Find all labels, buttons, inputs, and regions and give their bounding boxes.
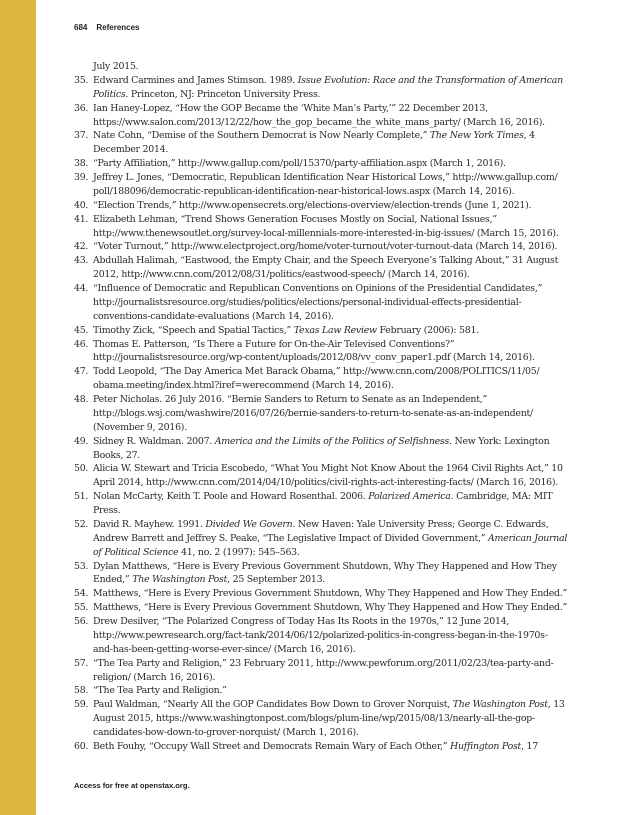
reference-text: Ended,”	[93, 574, 133, 586]
italic-title: America and the Limits of the Politics of Selfishness	[214, 435, 450, 447]
reference-item	[74, 601, 568, 615]
reference-line	[93, 338, 564, 352]
reference-text: “Party Affiliation,” http://www.gallup.com/poll/15370/party-affiliation.aspx (March 1, 2016).	[93, 158, 506, 170]
reference-line	[93, 88, 564, 102]
reference-line	[93, 518, 564, 532]
italic-title: Issue Evolution: Race and the Transformation of American	[297, 74, 563, 86]
reference-continuation	[74, 60, 564, 74]
reference-text: Alicia W. Stewart and Tricia Escobedo, “What You Might Not Know About the 1964 Civil Rights Act,” 10	[93, 463, 563, 475]
reference-line	[93, 449, 564, 463]
reference-text: http://www.pewresearch.org/fact-tank/2014/06/12/polarized-politics-in-congress-began-in-the-1970s-	[93, 629, 548, 641]
reference-line	[93, 657, 564, 671]
reference-item	[74, 657, 564, 685]
reference-line	[93, 213, 564, 227]
reference-number: 58.	[74, 685, 89, 697]
reference-line	[93, 324, 564, 338]
reference-item	[74, 171, 564, 199]
reference-text: “The Tea Party and Religion,” 23 February 2011, http://www.pewforum.org/2011/02/23/tea-party-and-	[93, 657, 554, 669]
reference-text: Books, 27.	[93, 449, 141, 461]
reference-line	[93, 227, 564, 241]
reference-line	[93, 199, 564, 213]
reference-text: Abdullah Halimah, “Eastwood, the Empty Chair, and the Speech Everyone’s Talking About,” 31 August	[93, 255, 559, 267]
reference-number: 38.	[74, 158, 89, 170]
reference-line	[93, 476, 564, 490]
reference-number: 52.	[74, 518, 89, 530]
reference-number: 47.	[74, 366, 89, 378]
reference-text: 41, no. 2 (1997): 545–563.	[178, 546, 300, 558]
reference-number: 55.	[74, 602, 89, 614]
reference-item	[74, 240, 564, 254]
reference-number: 59.	[74, 699, 89, 711]
reference-number: 48.	[74, 394, 89, 405]
reference-text: Ian Haney-Lopez, “How the GOP Became the ‘White Man’s Party,’” 22 December 2013,	[93, 102, 488, 114]
reference-line	[93, 310, 564, 324]
italic-title: Politics	[93, 88, 126, 100]
reference-text: “Voter Turnout,” http://www.electproject.org/home/voter-turnout/voter-turnout-data (March 14, 2016).	[93, 241, 558, 253]
reference-item	[74, 157, 564, 171]
reference-line	[93, 684, 564, 698]
reference-line	[93, 407, 564, 421]
reference-item	[74, 393, 564, 435]
reference-line	[93, 129, 564, 143]
reference-line	[93, 254, 564, 268]
reference-text: https://www.salon.com/2013/12/22/how_the_gop_became_the_white_mans_party/ (March 16, 2016).	[93, 116, 545, 128]
reference-line	[93, 560, 564, 574]
reference-text: Matthews, “Here is Every Previous Government Shutdown, Why They Happened and How They Ended.”	[93, 602, 568, 614]
reference-line	[93, 504, 564, 518]
reference-text: Dylan Matthews, “Here is Every Previous Government Shutdown, Why They Happened and How They	[93, 560, 557, 572]
reference-line	[93, 671, 564, 685]
reference-item	[74, 213, 564, 241]
reference-item	[74, 698, 564, 740]
reference-text: obama.meeting/index.html?iref=werecommend (March 14, 2016).	[93, 380, 394, 392]
reference-text: December 2014.	[93, 144, 169, 156]
reference-line	[93, 532, 568, 546]
reference-text: religion/ (March 16, 2016).	[93, 671, 216, 683]
reference-text: http://journalistsresource.org/studies/politics/elections/personal-individual-effects-presidential-	[93, 296, 522, 308]
reference-item	[74, 490, 564, 518]
reference-number: 49.	[74, 435, 89, 447]
reference-text: Thomas E. Patterson, “Is There a Future for On-the-Air Televised Conventions?”	[93, 338, 455, 350]
reference-line	[93, 712, 564, 726]
italic-title: The Washington Post	[452, 699, 548, 711]
reference-line	[93, 102, 564, 116]
reference-item	[74, 740, 564, 754]
reference-item	[74, 462, 564, 490]
reference-number: 56.	[74, 616, 89, 627]
reference-item	[74, 518, 568, 560]
italic-title: The Washington Post	[132, 574, 228, 586]
reference-number: 54.	[74, 588, 89, 600]
reference-number: 36.	[74, 102, 89, 114]
reference-text: (November 9, 2016).	[93, 421, 187, 433]
italic-title: Polarized America	[368, 491, 451, 503]
reference-line	[93, 435, 564, 449]
italic-title: of Political Science	[93, 546, 179, 558]
reference-text: . New York: Lexington	[449, 435, 550, 447]
reference-line	[93, 740, 564, 754]
reference-text: April 2014, http://www.cnn.com/2014/04/10/politics/civil-rights-act-interesting-facts/ (March 16, 2016).	[93, 477, 559, 489]
italic-title: The New York Times	[429, 130, 524, 142]
reference-item	[74, 102, 564, 130]
reference-line: July 2015.	[93, 61, 139, 72]
reference-text: . Princeton, NJ: Princeton University Press.	[125, 88, 321, 100]
reference-number: 41.	[74, 213, 89, 225]
reference-text: Edward Carmines and James Stimson. 1989.	[93, 74, 298, 86]
reference-text: Nate Cohn, “Demise of the Southern Democrat is Now Nearly Complete,”	[93, 130, 430, 142]
reference-text: , 17	[521, 740, 538, 752]
reference-line	[93, 351, 564, 365]
reference-line	[93, 726, 564, 740]
reference-number: 42.	[74, 241, 89, 253]
reference-text: and-has-been-getting-worse-ever-since/ (March 16, 2016).	[93, 643, 356, 655]
reference-line	[93, 143, 564, 157]
reference-item	[74, 560, 564, 588]
reference-number: 57.	[74, 657, 89, 669]
side-accent-bar	[0, 0, 36, 815]
reference-text: “The Tea Party and Religion.”	[93, 685, 227, 697]
italic-title: Huffington Post	[450, 740, 522, 752]
reference-line	[93, 546, 564, 560]
reference-item	[74, 615, 564, 657]
reference-text: http://journalistsresource.org/wp-content/uploads/2012/08/vv_conv_paper1.pdf (March 14, 2016).	[93, 352, 535, 364]
reference-text: poll/188096/democratic-republican-identification-near-historical-lows.aspx (March 14, 2016).	[93, 185, 515, 197]
reference-text: . Cambridge, MA: MIT	[450, 491, 553, 503]
reference-number: 53.	[74, 560, 89, 572]
reference-line	[93, 296, 564, 310]
reference-line	[93, 421, 564, 435]
reference-text: Paul Waldman, “Nearly All the GOP Candidates Bow Down to Grover Norquist,	[93, 699, 453, 711]
reference-text: Todd Leopold, “The Day America Met Barack Obama,” http://www.cnn.com/2008/POLITICS/11/05/	[93, 366, 540, 378]
reference-item	[74, 324, 564, 338]
reference-text: , 4	[523, 130, 535, 142]
reference-text: . New Haven: Yale University Press; George C. Edwards,	[292, 518, 549, 530]
reference-line	[93, 490, 564, 504]
reference-text: Sidney R. Waldman. 2007.	[93, 435, 215, 447]
reference-text: Matthews, “Here is Every Previous Government Shutdown, Why They Happened and How They Ended.”	[93, 588, 568, 600]
reference-line	[93, 268, 564, 282]
reference-line	[93, 393, 564, 407]
reference-number: 39.	[74, 172, 89, 183]
reference-line	[93, 282, 564, 296]
reference-text: Press.	[93, 505, 121, 516]
reference-line	[93, 615, 564, 629]
reference-list	[74, 60, 568, 754]
reference-item	[74, 365, 564, 393]
reference-line	[93, 365, 564, 379]
reference-item	[74, 129, 564, 157]
reference-number: 50.	[74, 463, 89, 475]
reference-item	[74, 199, 564, 213]
reference-line	[93, 587, 568, 601]
reference-item	[74, 435, 564, 463]
reference-line	[93, 379, 564, 393]
reference-line	[93, 240, 564, 254]
reference-number: 44.	[74, 283, 89, 294]
reference-line	[93, 157, 564, 171]
reference-number: 43.	[74, 255, 89, 267]
reference-line	[93, 185, 564, 199]
italic-title: American Journal	[488, 532, 568, 544]
section-title: References	[96, 23, 140, 32]
reference-line	[93, 462, 564, 476]
reference-line	[93, 643, 564, 657]
reference-text: http://blogs.wsj.com/washwire/2016/07/26/bernie-sanders-to-return-to-senate-as-an-independent/	[93, 407, 533, 419]
reference-text: August 2015, https://www.washingtonpost.com/blogs/plum-line/wp/2015/08/13/nearly-all-the-gop-	[93, 713, 535, 725]
page-number: 684	[74, 23, 88, 32]
reference-line	[93, 171, 564, 185]
reference-text: February (2006): 581.	[376, 324, 479, 336]
reference-text: Elizabeth Lehman, “Trend Shows Generation Focuses Mostly on Social, National Issues,”	[93, 213, 497, 225]
reference-number: 35.	[74, 74, 89, 86]
italic-title: Texas Law Review	[293, 324, 377, 336]
italic-title: Divided We Govern	[205, 518, 293, 530]
reference-number: 40.	[74, 199, 89, 211]
reference-text: Nolan McCarty, Keith T. Poole and Howard Rosenthal. 2006.	[93, 491, 369, 503]
reference-line	[93, 74, 564, 88]
reference-line	[93, 629, 564, 643]
reference-line	[93, 698, 564, 712]
reference-line	[93, 601, 568, 615]
reference-item	[74, 254, 564, 282]
reference-text: conventions-candidate-evaluations (March 14, 2016).	[93, 310, 334, 322]
reference-text: Drew Desilver, “The Polarized Congress of Today Has Its Roots in the 1970s,” 12 June 2014,	[93, 616, 510, 627]
reference-number: 45.	[74, 324, 89, 336]
reference-text: candidates-bow-down-to-grover-norquist/ (March 1, 2016).	[93, 727, 359, 738]
page-footer: Access for free at openstax.org.	[74, 781, 190, 790]
reference-text: 2012, http://www.cnn.com/2012/08/31/politics/eastwood-speech/ (March 14, 2016).	[93, 269, 470, 281]
reference-item	[74, 74, 564, 102]
reference-number: 46.	[74, 338, 89, 350]
reference-item	[74, 684, 564, 698]
reference-item	[74, 587, 568, 601]
reference-line	[93, 573, 564, 587]
page-header	[74, 23, 140, 32]
reference-text: Peter Nicholas. 26 July 2016. “Bernie Sanders to Return to Senate as an Independent,”	[93, 394, 487, 405]
reference-text: , 25 September 2013.	[227, 574, 326, 586]
reference-text: Andrew Barrett and Jeffrey S. Peake, “The Legislative Impact of Divided Government,”	[93, 532, 489, 544]
reference-number: 51.	[74, 491, 89, 503]
reference-item	[74, 338, 564, 366]
reference-text: “Influence of Democratic and Republican Conventions on Opinions of the Presidential Candidates,”	[93, 283, 543, 294]
reference-text: Jeffrey L. Jones, “Democratic, Republican Identification Near Historical Lows,” http://www.gallup.com/	[93, 172, 558, 183]
reference-text: Timothy Zick, “Speech and Spatial Tactics,”	[93, 324, 294, 336]
reference-number: 60.	[74, 740, 89, 752]
reference-text: , 13	[547, 699, 565, 711]
reference-item	[74, 282, 564, 324]
reference-line	[93, 116, 564, 130]
reference-text: http://www.thenewsoutlet.org/survey-local-millennials-more-interested-in-big-issues/ (March 15, 2016).	[93, 227, 559, 239]
reference-number: 37.	[74, 130, 89, 142]
reference-text: “Election Trends,” http://www.opensecrets.org/elections-overview/election-trends (June 1, 2021).	[93, 199, 532, 211]
reference-text: David R. Mayhew. 1991.	[93, 518, 206, 530]
reference-text: Beth Fouhy, “Occupy Wall Street and Democrats Remain Wary of Each Other,”	[93, 740, 451, 752]
